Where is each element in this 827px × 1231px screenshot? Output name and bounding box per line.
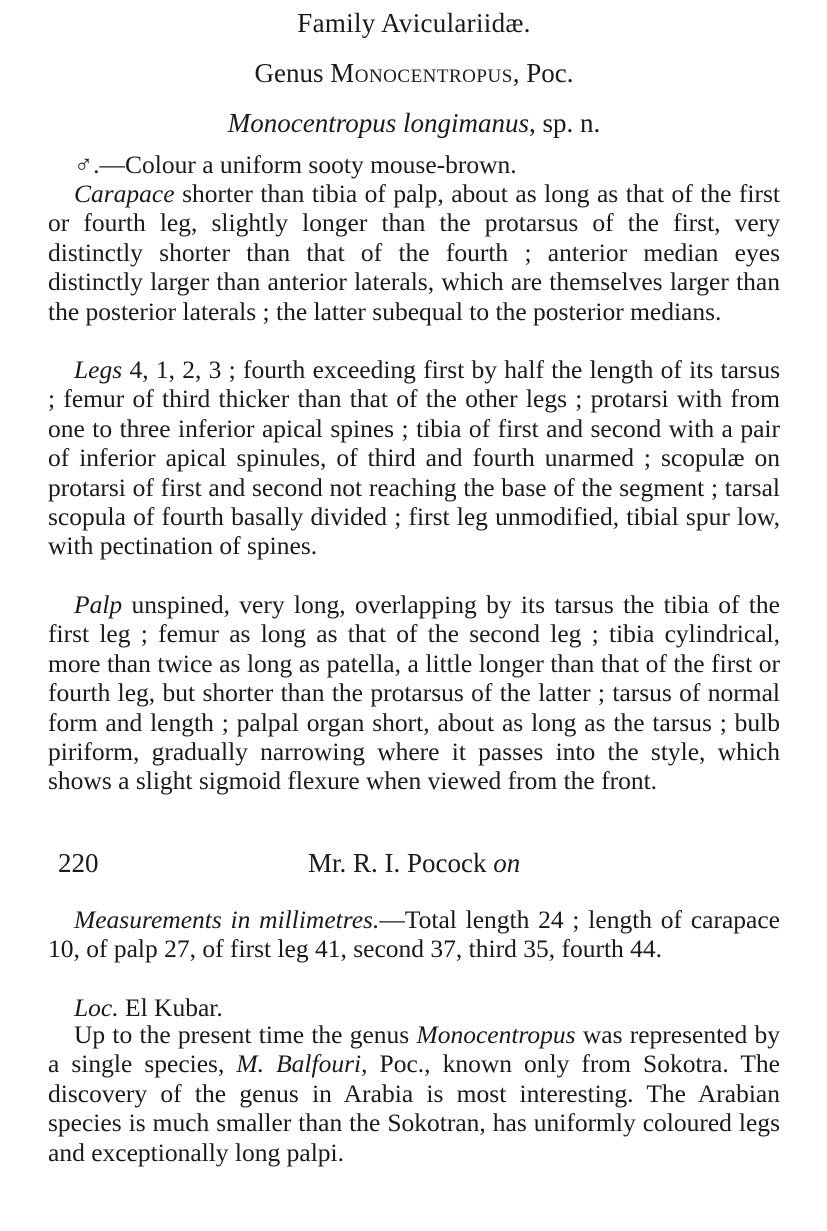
- measurements-paragraph: [48, 905, 780, 964]
- species-suffix: , sp. n.: [528, 108, 601, 138]
- locality-paragraph: [48, 993, 780, 1022]
- male-colour-text: .—Colour a uniform sooty mouse-brown.: [93, 150, 517, 179]
- locality-text: El Kubar.: [118, 993, 223, 1022]
- genus-name: Monocentropus: [330, 58, 513, 88]
- running-title-italic: on: [493, 848, 521, 878]
- species-italic: M. Balfouri: [236, 1049, 362, 1079]
- closing-paragraph: [48, 1020, 780, 1167]
- closing-text-3: , Poc., known only from Sokotra. The discovery of the genus in Arabia is most interesting. The Arabian species is much smaller than the Sokotran, has uniformly coloured legs and exceptionally long palpi.: [48, 1049, 780, 1167]
- measurements-text: —Total length 24 ; length of carapace 10, of palp 27, of first leg 41, second 37, third 35, fourth 44.: [48, 905, 780, 964]
- locality-label: Loc.: [74, 993, 119, 1022]
- closing-text-2: was represented by a single species,: [48, 1020, 780, 1079]
- carapace-text: shorter than tibia of palp, about as long as that of the first or fourth leg, slightly longer than the protarsus of the first, very distinctly shorter than that of the fourth ; anterior median eyes distinctly larger than anterior laterals, which are themselves larger than the posterior laterals ; the latter subequal to the posterior medians.: [48, 179, 780, 326]
- palp-text: unspined, very long, overlapping by its tarsus the tibia of the first leg ; femur as long as that of the second leg ; tibia cylindrical, more than twice as long as patella, a little longer than that of the first or fourth leg, but shorter than the protarsus of the latter ; tarsus of normal form and length ; palpal organ short, about as long as the tarsus ; bulb piriform, gradually narrowing where it passes into the style, which shows a slight sigmoid flexure when viewed from the front.: [48, 590, 780, 796]
- running-title-author: Mr. R. I. Pocock: [308, 848, 494, 878]
- page-number: 220: [58, 848, 99, 878]
- legs-paragraph: [48, 355, 780, 561]
- legs-label: Legs: [74, 355, 123, 384]
- carapace-label: Carapace: [74, 179, 175, 208]
- genus-prefix: Genus: [254, 58, 331, 88]
- family-heading: Family Aviculariidæ.: [297, 8, 531, 38]
- male-symbol: ♂: [74, 150, 94, 179]
- running-title: [308, 848, 520, 879]
- genus-italic: Monocentropus: [416, 1020, 576, 1049]
- carapace-paragraph: [48, 179, 780, 326]
- male-colour-paragraph: [48, 150, 780, 179]
- genus-author: , Poc.: [512, 58, 574, 88]
- running-head: [48, 848, 780, 884]
- legs-text: 4, 1, 2, 3 ; fourth exceeding first by half the length of its tarsus ; femur of third thicker than that of the other legs ; protarsi with from one to three inferior apical spines ; tibia of first and second with a pair of inferior apical spinules, of third and fourth unarmed ; scopulæ on protarsi of first and second not reaching the base of the segment ; tarsal scopula of fourth basally divided ; first leg unmodified, tibial spur low, with pectination of spines.: [48, 355, 780, 561]
- measurements-label: Measurements in millimetres.: [74, 905, 380, 934]
- species-name: Monocentropus longimanus: [227, 108, 529, 138]
- species-heading: [48, 108, 780, 139]
- palp-paragraph: [48, 590, 780, 796]
- closing-text-1: Up to the present time the genus: [74, 1020, 417, 1049]
- palp-label: Palp: [74, 590, 123, 619]
- genus-heading: [48, 58, 780, 89]
